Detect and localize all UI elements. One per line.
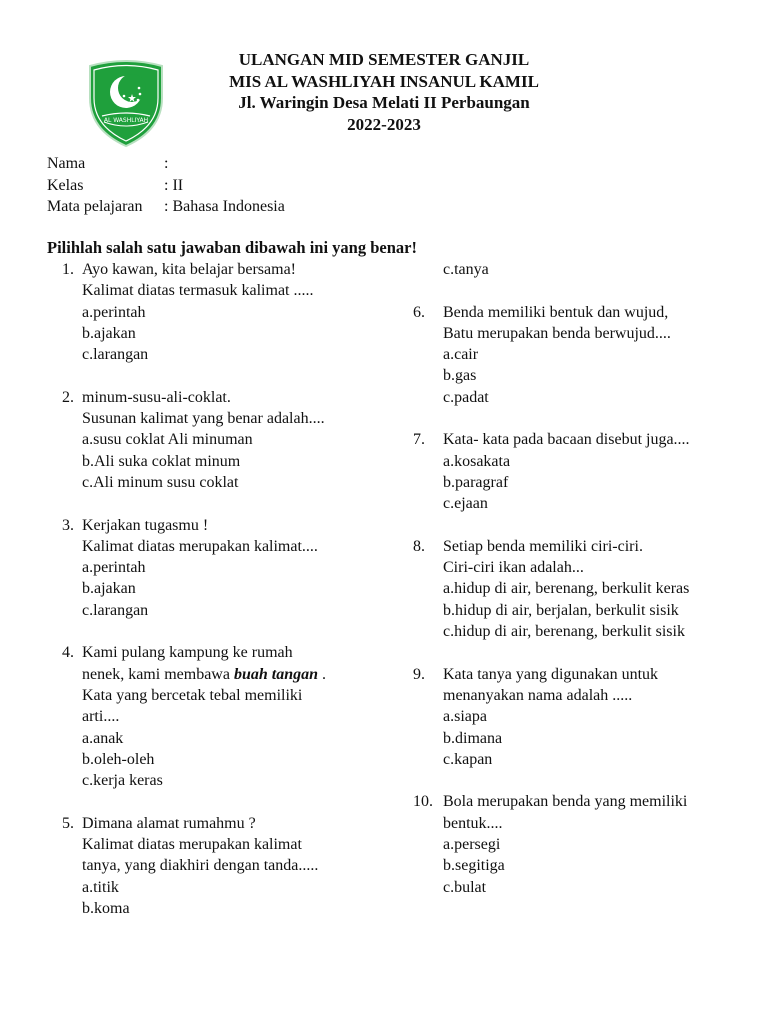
- option-b: b.hidup di air, berjalan, berkulit sisik: [443, 601, 679, 619]
- question-9: [408, 664, 738, 770]
- option-a: a.kosakata: [443, 452, 511, 470]
- question-text: Kata tanya yang digunakan untuk: [443, 665, 659, 683]
- option-a: a.anak: [82, 729, 124, 747]
- question-text: Kalimat diatas termasuk kalimat .....: [82, 282, 314, 300]
- option-b: b.segitiga: [443, 857, 505, 875]
- option-c: c.larangan: [82, 346, 149, 364]
- question-text: .: [318, 665, 326, 683]
- option-c: c.larangan: [82, 601, 149, 619]
- option-b: b.gas: [443, 367, 477, 385]
- identity-row-name: [47, 153, 285, 175]
- option-b: b.koma: [82, 899, 130, 917]
- question-text: Setiap benda memiliki ciri-ciri.: [443, 537, 643, 555]
- option-c: c.Ali minum susu coklat: [82, 473, 239, 491]
- question-text: Batu merupakan benda berwujud....: [443, 324, 671, 342]
- question-1: [47, 259, 397, 365]
- identity-label: Nama: [47, 155, 86, 172]
- header-address: Jl. Waringin Desa Melati II Perbaungan: [238, 93, 530, 112]
- question-text: Bola merupakan benda yang memiliki: [443, 793, 688, 811]
- student-identity: [47, 153, 285, 218]
- option-a: a.titik: [82, 878, 119, 896]
- question-number: 9.: [413, 665, 425, 683]
- identity-value: :: [164, 155, 169, 172]
- question-5: [47, 813, 397, 919]
- header-year: 2022-2023: [347, 114, 421, 134]
- instruction-text: Pilihlah salah satu jawaban dibawah ini yang benar!: [47, 238, 417, 257]
- question-6: [408, 302, 738, 408]
- identity-label: Mata pelajaran: [47, 198, 143, 215]
- questions-left-column: [47, 259, 397, 919]
- question-number: 5.: [62, 814, 74, 832]
- question-7: [408, 429, 738, 514]
- question-number: 3.: [62, 516, 74, 534]
- question-text: Benda memiliki bentuk dan wujud,: [443, 303, 669, 321]
- question-number: 10.: [413, 793, 433, 811]
- question-text: tanya, yang diakhiri dengan tanda.....: [82, 857, 319, 875]
- question-number: 7.: [413, 431, 425, 449]
- logo-text: AL WASHLIYAH: [103, 117, 149, 124]
- question-text: bentuk....: [443, 814, 503, 832]
- question-number: 1.: [62, 261, 74, 278]
- question-2: [47, 387, 397, 493]
- identity-label: Kelas: [47, 176, 84, 194]
- header-school: MIS AL WASHLIYAH INSANUL KAMIL: [229, 71, 539, 91]
- question-text: Kalimat diatas merupakan kalimat: [82, 836, 302, 854]
- question-text: Kami pulang kampung ke rumah: [82, 644, 293, 662]
- question-10: [408, 791, 738, 897]
- question-text: Kata- kata pada bacaan disebut juga....: [443, 431, 690, 449]
- question-text: Dimana alamat rumahmu ?: [82, 814, 256, 832]
- option-a: a.cair: [443, 346, 479, 364]
- header-title: ULANGAN MID SEMESTER GANJIL: [238, 50, 530, 69]
- option-a: a.siapa: [443, 708, 487, 726]
- question-text: nenek, kami membawa: [82, 665, 234, 683]
- question-text: Ayo kawan, kita belajar bersama!: [82, 261, 296, 278]
- option-b: b.paragraf: [443, 473, 509, 491]
- question-text: Kalimat diatas merupakan kalimat....: [82, 537, 318, 555]
- question-text: arti....: [82, 708, 120, 726]
- bold-phrase: buah tangan: [233, 665, 318, 683]
- question-text: Ciri-ciri ikan adalah...: [443, 559, 584, 577]
- identity-value: : II: [164, 176, 184, 194]
- option-b: b.ajakan: [82, 324, 136, 342]
- option-a: a.hidup di air, berenang, berkulit keras: [443, 580, 690, 598]
- question-8: [408, 536, 738, 642]
- question-text: minum-susu-ali-coklat.: [82, 388, 231, 406]
- option-a: a.persegi: [443, 836, 501, 854]
- question-text: Kerjakan tugasmu !: [82, 516, 209, 534]
- identity-row-class: [47, 175, 285, 197]
- question-number: 6.: [413, 303, 425, 321]
- option-a: a.susu coklat Ali minuman: [82, 431, 253, 449]
- question-text: Susunan kalimat yang benar adalah....: [82, 410, 325, 428]
- option-a: a.perintah: [82, 303, 146, 321]
- option-c: c.padat: [443, 388, 489, 406]
- option-b: b.ajakan: [82, 580, 136, 598]
- document-header: [0, 49, 768, 135]
- questions-right-column: [408, 259, 738, 898]
- question-number: 2.: [62, 388, 74, 406]
- question-3: [47, 515, 397, 621]
- option-c: c.kerja keras: [82, 772, 163, 790]
- question-text-with-bold: [82, 664, 397, 685]
- option-c: c.tanya: [443, 261, 489, 278]
- identity-value: : Bahasa Indonesia: [164, 198, 285, 215]
- question-number: 8.: [413, 537, 425, 555]
- option-c: c.hidup di air, berenang, berkulit sisik: [443, 623, 685, 641]
- option-c: c.ejaan: [443, 495, 488, 513]
- question-4: [47, 642, 397, 791]
- question-number: 4.: [62, 644, 74, 662]
- option-b: b.dimana: [443, 729, 503, 747]
- option-a: a.perintah: [82, 559, 146, 577]
- question-text: menanyakan nama adalah .....: [443, 686, 633, 704]
- question-text: Kata yang bercetak tebal memiliki: [82, 686, 303, 704]
- identity-row-subject: [47, 196, 285, 218]
- option-b: b.Ali suka coklat minum: [82, 452, 241, 470]
- option-c: c.bulat: [443, 878, 487, 896]
- option-c: c.kapan: [443, 750, 493, 768]
- option-b: b.oleh-oleh: [82, 750, 155, 768]
